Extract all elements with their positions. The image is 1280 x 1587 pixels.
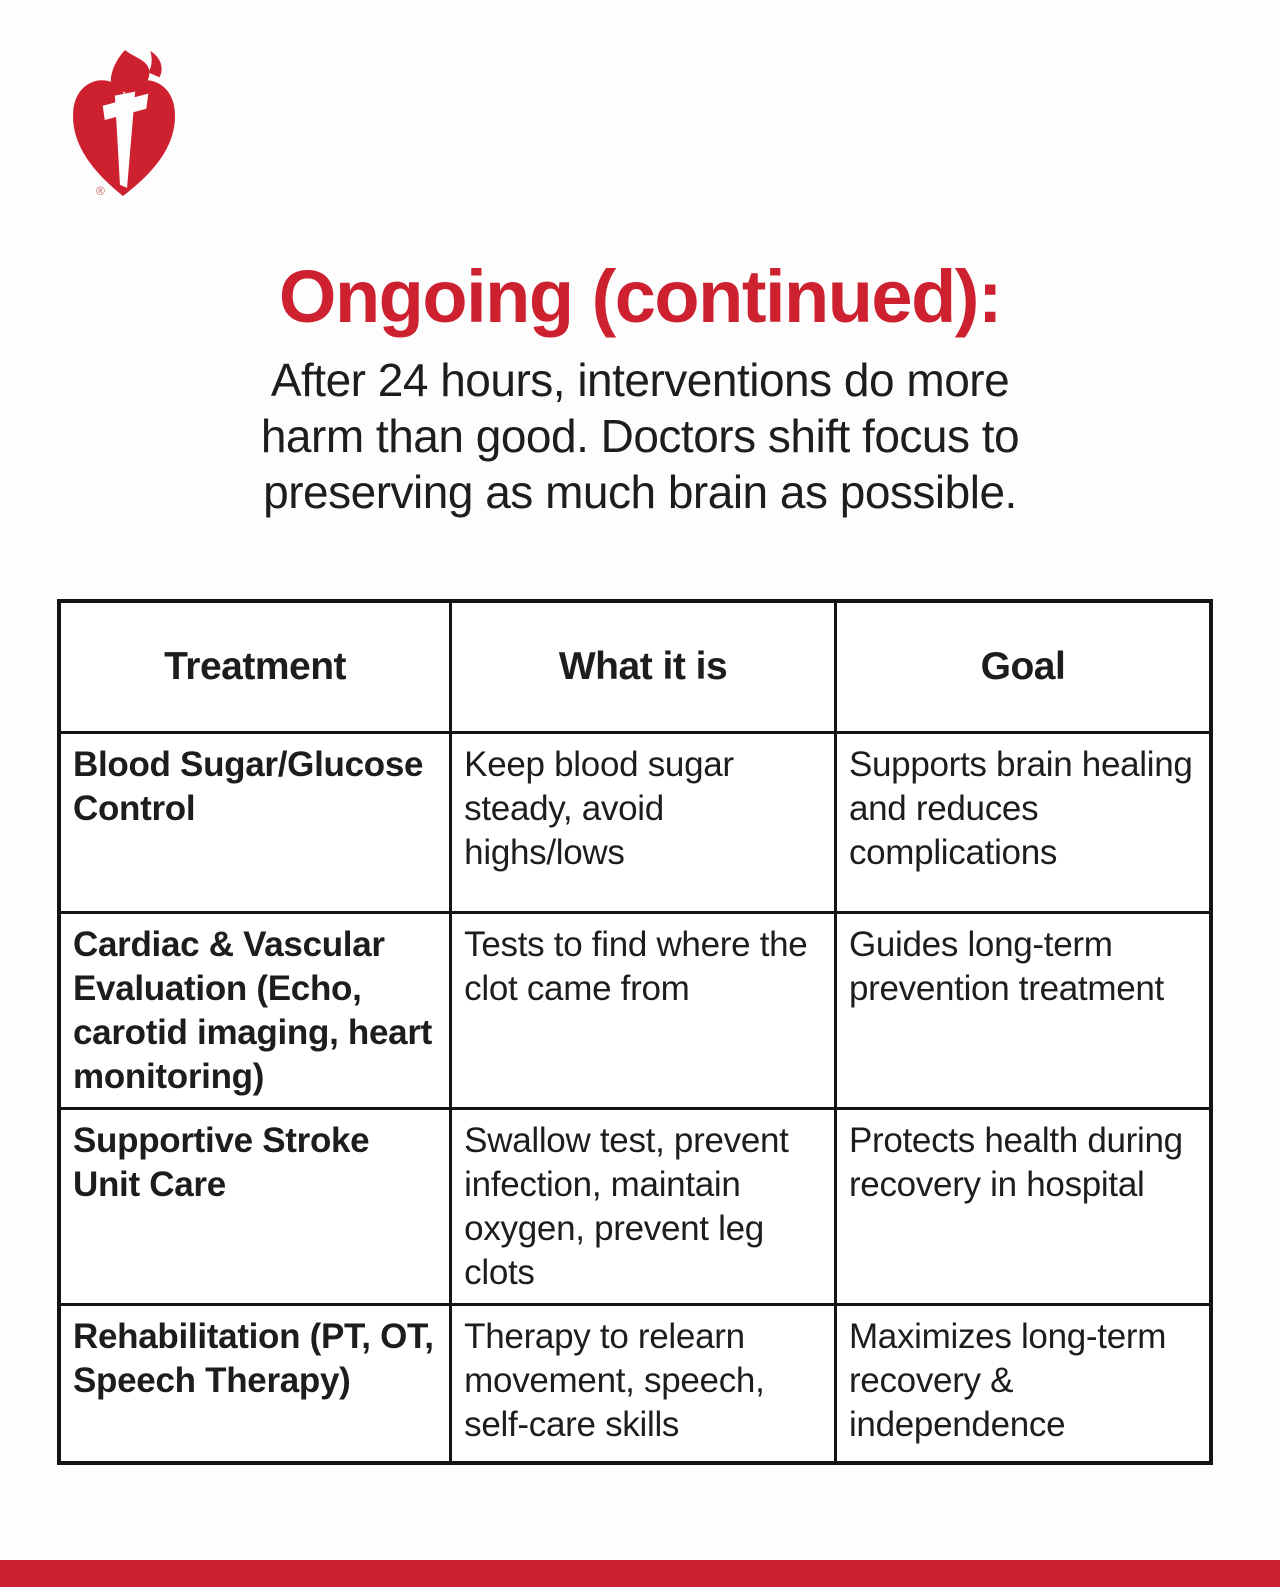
cell-goal: Guides long-term prevention treatment: [835, 912, 1211, 1108]
subtitle-line-3: preserving as much brain as possible.: [263, 466, 1017, 518]
subtitle-line-1: After 24 hours, interventions do more: [270, 354, 1010, 406]
heart-torch-icon: [62, 48, 184, 200]
page-title: Ongoing (continued):: [278, 255, 1002, 338]
cell-what-it-is: Tests to find where the clot came from: [451, 912, 836, 1108]
cell-goal: Maximizes long-term recovery & independence: [835, 1304, 1211, 1463]
cell-what-it-is: Keep blood sugar steady, avoid highs/lows: [451, 732, 836, 912]
treatment-table: [57, 599, 1213, 1465]
table-header: [59, 601, 1211, 732]
header-row: [59, 601, 1211, 732]
table-row-supportive-care: [59, 1108, 1211, 1304]
cell-treatment: Cardiac & Vascular Evaluation (Echo, carotid imaging, heart monitoring): [59, 912, 451, 1108]
cell-what-it-is: Therapy to relearn movement, speech, self-care skills: [451, 1304, 836, 1463]
registered-trademark: ®: [96, 184, 105, 198]
cell-treatment: Supportive Stroke Unit Care: [59, 1108, 451, 1304]
cell-treatment: Blood Sugar/Glucose Control: [59, 732, 451, 912]
column-header-goal: Goal: [835, 601, 1211, 732]
table-row-cardiac-vascular: [59, 912, 1211, 1108]
cell-goal: Protects health during recovery in hospital: [835, 1108, 1211, 1304]
table-row-rehabilitation: [59, 1304, 1211, 1463]
footer-accent-bar: [0, 1560, 1280, 1587]
aha-heart-torch-logo: [62, 48, 184, 200]
column-header-what-it-is: What it is: [451, 601, 836, 732]
page-subtitle: [0, 352, 1280, 520]
column-header-treatment: Treatment: [59, 601, 451, 732]
subtitle-line-2: harm than good. Doctors shift focus to: [260, 410, 1020, 462]
cell-goal: Supports brain healing and reduces complications: [835, 732, 1211, 912]
cell-what-it-is: Swallow test, prevent infection, maintain oxygen, prevent leg clots: [451, 1108, 836, 1304]
table-row-blood-sugar: [59, 732, 1211, 912]
cell-treatment: Rehabilitation (PT, OT, Speech Therapy): [59, 1304, 451, 1463]
